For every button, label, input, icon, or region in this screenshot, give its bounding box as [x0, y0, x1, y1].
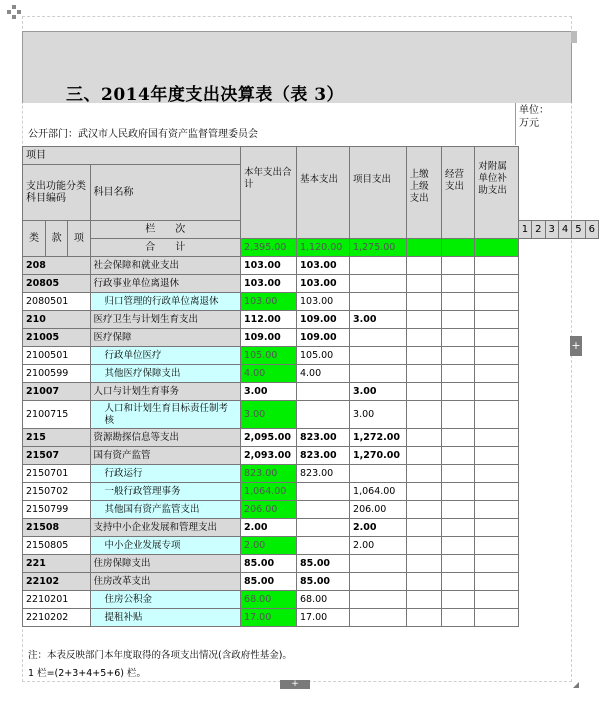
- table-row: [23, 293, 599, 311]
- table-row: [23, 275, 599, 293]
- row-name: 人口和计划生育目标责任制考核: [90, 401, 241, 429]
- row-subsidy: [475, 365, 518, 383]
- resize-handle-top[interactable]: [571, 31, 577, 43]
- row-project: 3.00: [350, 311, 407, 329]
- row-project: 2.00: [350, 537, 407, 555]
- row-project: [350, 609, 407, 627]
- row-name: 其他医疗保障支出: [90, 365, 241, 383]
- row-project: 1,270.00: [350, 447, 407, 465]
- row-remit: [406, 519, 441, 537]
- row-project: 3.00: [350, 401, 407, 429]
- row-project: [350, 293, 407, 311]
- row-business: [442, 519, 475, 537]
- row-remit: [406, 293, 441, 311]
- row-remit: [406, 591, 441, 609]
- row-basic: 823.00: [296, 429, 349, 447]
- row-code: 2100715: [23, 401, 91, 429]
- row-subsidy: [475, 275, 518, 293]
- table-row: [23, 465, 599, 483]
- row-code: 21508: [23, 519, 91, 537]
- table-row: [23, 257, 599, 275]
- header-item: 项目: [23, 147, 241, 165]
- sum-project: 1,275.00: [350, 239, 407, 257]
- row-total: 2,093.00: [241, 447, 297, 465]
- row-remit: [406, 383, 441, 401]
- row-name: 归口管理的行政单位离退休: [90, 293, 241, 311]
- row-total: 17.00: [241, 609, 297, 627]
- row-basic: [296, 537, 349, 555]
- row-project: 2.00: [350, 519, 407, 537]
- row-business: [442, 329, 475, 347]
- row-remit: [406, 609, 441, 627]
- table-row: [23, 401, 599, 429]
- header-subsidy: 对附属单位补助支出: [475, 147, 518, 239]
- row-subsidy: [475, 329, 518, 347]
- column-number: 2: [532, 221, 545, 239]
- row-name: 资源勘探信息等支出: [90, 429, 241, 447]
- row-subsidy: [475, 429, 518, 447]
- row-code: 2210202: [23, 609, 91, 627]
- row-name: 社会保障和就业支出: [90, 257, 241, 275]
- row-total: 206.00: [241, 501, 297, 519]
- row-basic: 85.00: [296, 555, 349, 573]
- row-code: 2150702: [23, 483, 91, 501]
- row-total: 103.00: [241, 257, 297, 275]
- row-business: [442, 483, 475, 501]
- header-code: 支出功能分类科目编码: [23, 165, 91, 221]
- row-basic: 103.00: [296, 257, 349, 275]
- row-project: [350, 275, 407, 293]
- header-total: 本年支出合计: [241, 147, 297, 239]
- table-row: [23, 311, 599, 329]
- row-name: 一般行政管理事务: [90, 483, 241, 501]
- row-code: 2100501: [23, 347, 91, 365]
- row-subsidy: [475, 501, 518, 519]
- header-basic: 基本支出: [296, 147, 349, 239]
- row-subsidy: [475, 537, 518, 555]
- row-business: [442, 537, 475, 555]
- row-code: 210: [23, 311, 91, 329]
- row-subsidy: [475, 311, 518, 329]
- row-remit: [406, 429, 441, 447]
- row-name: 中小企业发展专项: [90, 537, 241, 555]
- header-column-no: 栏 次: [90, 221, 241, 239]
- unit-label: 单位：万元: [519, 105, 549, 129]
- row-project: [350, 347, 407, 365]
- header-project: 项目支出: [350, 147, 407, 239]
- row-total: 85.00: [241, 573, 297, 591]
- row-subsidy: [475, 573, 518, 591]
- row-subsidy: [475, 465, 518, 483]
- header-xiang: 项: [68, 221, 90, 257]
- row-name: 行政事业单位离退休: [90, 275, 241, 293]
- row-remit: [406, 573, 441, 591]
- row-total: 105.00: [241, 347, 297, 365]
- row-business: [442, 365, 475, 383]
- row-business: [442, 609, 475, 627]
- row-subsidy: [475, 483, 518, 501]
- row-subsidy: [475, 555, 518, 573]
- row-code: 21005: [23, 329, 91, 347]
- note-line-2: 1 栏=(2+3+4+5+6) 栏。: [28, 668, 147, 679]
- note-line-1: 注：本表反映部门本年度取得的各项支出情况(含政府性基金)。: [28, 650, 292, 661]
- row-remit: [406, 465, 441, 483]
- move-handle-icon[interactable]: [7, 5, 21, 19]
- row-total: 3.00: [241, 401, 297, 429]
- row-business: [442, 465, 475, 483]
- row-total: 2.00: [241, 519, 297, 537]
- row-business: [442, 311, 475, 329]
- row-total: 109.00: [241, 329, 297, 347]
- row-name: 提租补贴: [90, 609, 241, 627]
- row-business: [442, 401, 475, 429]
- header-kuan: 款: [45, 221, 67, 257]
- table-row: [23, 329, 599, 347]
- table-row: [23, 555, 599, 573]
- row-remit: [406, 401, 441, 429]
- row-project: [350, 573, 407, 591]
- sum-business: [442, 239, 475, 257]
- column-number: 6: [585, 221, 598, 239]
- row-basic: [296, 401, 349, 429]
- row-name: 人口与计划生育事务: [90, 383, 241, 401]
- row-code: 22102: [23, 573, 91, 591]
- table-row: [23, 537, 599, 555]
- department-label: 公开部门：武汉市人民政府国有资产监督管理委员会: [28, 129, 258, 140]
- row-subsidy: [475, 257, 518, 275]
- sum-label: 合 计: [90, 239, 241, 257]
- row-code: 2150799: [23, 501, 91, 519]
- row-code: 221: [23, 555, 91, 573]
- row-project: 1,064.00: [350, 483, 407, 501]
- column-number: 5: [572, 221, 585, 239]
- row-subsidy: [475, 383, 518, 401]
- row-name: 其他国有资产监管支出: [90, 501, 241, 519]
- row-total: 1,064.00: [241, 483, 297, 501]
- row-name: 住房改革支出: [90, 573, 241, 591]
- table-row: [23, 573, 599, 591]
- row-code: 2210201: [23, 591, 91, 609]
- row-basic: [296, 519, 349, 537]
- row-basic: 823.00: [296, 447, 349, 465]
- row-business: [442, 347, 475, 365]
- sum-basic: 1,120.00: [296, 239, 349, 257]
- page-title: 三、2014年度支出决算表（表 3）: [66, 85, 345, 105]
- column-number: 3: [545, 221, 558, 239]
- row-total: 103.00: [241, 275, 297, 293]
- row-remit: [406, 501, 441, 519]
- row-project: 206.00: [350, 501, 407, 519]
- row-basic: 105.00: [296, 347, 349, 365]
- row-remit: [406, 447, 441, 465]
- row-project: [350, 329, 407, 347]
- row-remit: [406, 329, 441, 347]
- table-row: [23, 609, 599, 627]
- row-business: [442, 501, 475, 519]
- header-name: 科目名称: [90, 165, 241, 221]
- table-row: [23, 429, 599, 447]
- row-project: [350, 257, 407, 275]
- row-business: [442, 383, 475, 401]
- expenditure-table: [22, 146, 599, 627]
- row-subsidy: [475, 447, 518, 465]
- row-basic: [296, 383, 349, 401]
- row-remit: [406, 311, 441, 329]
- table-row: [23, 501, 599, 519]
- row-code: 2100599: [23, 365, 91, 383]
- row-total: 68.00: [241, 591, 297, 609]
- row-total: 103.00: [241, 293, 297, 311]
- row-basic: 4.00: [296, 365, 349, 383]
- row-project: 3.00: [350, 383, 407, 401]
- sum-remit: [406, 239, 441, 257]
- table-row: [23, 347, 599, 365]
- table-row: [23, 447, 599, 465]
- row-project: [350, 555, 407, 573]
- row-total: 85.00: [241, 555, 297, 573]
- row-remit: [406, 257, 441, 275]
- header-remit: 上缴上级支出: [406, 147, 441, 239]
- header-business: 经营支出: [442, 147, 475, 239]
- row-subsidy: [475, 609, 518, 627]
- row-total: 823.00: [241, 465, 297, 483]
- sum-total: 2,395.00: [241, 239, 297, 257]
- row-code: 2150701: [23, 465, 91, 483]
- row-code: 215: [23, 429, 91, 447]
- row-code: 20805: [23, 275, 91, 293]
- row-total: 3.00: [241, 383, 297, 401]
- row-business: [442, 257, 475, 275]
- row-name: 住房保障支出: [90, 555, 241, 573]
- row-name: 医疗卫生与计划生育支出: [90, 311, 241, 329]
- row-business: [442, 555, 475, 573]
- row-name: 行政单位医疗: [90, 347, 241, 365]
- column-number: 4: [558, 221, 571, 239]
- row-project: 1,272.00: [350, 429, 407, 447]
- row-basic: 85.00: [296, 573, 349, 591]
- row-subsidy: [475, 401, 518, 429]
- row-remit: [406, 555, 441, 573]
- row-name: 医疗保障: [90, 329, 241, 347]
- row-business: [442, 293, 475, 311]
- row-business: [442, 429, 475, 447]
- row-subsidy: [475, 591, 518, 609]
- row-subsidy: [475, 347, 518, 365]
- row-basic: 823.00: [296, 465, 349, 483]
- row-total: 112.00: [241, 311, 297, 329]
- row-total: 4.00: [241, 365, 297, 383]
- table-row: [23, 383, 599, 401]
- row-business: [442, 275, 475, 293]
- table-row: [23, 591, 599, 609]
- row-basic: 109.00: [296, 329, 349, 347]
- row-subsidy: [475, 293, 518, 311]
- row-project: [350, 591, 407, 609]
- row-business: [442, 591, 475, 609]
- row-remit: [406, 483, 441, 501]
- table-row: [23, 519, 599, 537]
- row-basic: 68.00: [296, 591, 349, 609]
- row-total: 2.00: [241, 537, 297, 555]
- row-basic: [296, 501, 349, 519]
- row-name: 国有资产监管: [90, 447, 241, 465]
- row-name: 行政运行: [90, 465, 241, 483]
- row-subsidy: [475, 519, 518, 537]
- row-remit: [406, 275, 441, 293]
- row-project: [350, 465, 407, 483]
- row-name: 住房公积金: [90, 591, 241, 609]
- row-code: 21007: [23, 383, 91, 401]
- header-lei: 类: [23, 221, 46, 257]
- row-business: [442, 447, 475, 465]
- row-remit: [406, 365, 441, 383]
- table-row: [23, 483, 599, 501]
- table-row: [23, 365, 599, 383]
- row-basic: [296, 483, 349, 501]
- row-basic: 103.00: [296, 293, 349, 311]
- row-code: 21507: [23, 447, 91, 465]
- row-code: 2080501: [23, 293, 91, 311]
- row-remit: [406, 537, 441, 555]
- row-total: 2,095.00: [241, 429, 297, 447]
- row-code: 208: [23, 257, 91, 275]
- sum-subsidy: [475, 239, 518, 257]
- expand-bottom-button[interactable]: +: [280, 680, 310, 689]
- column-number: 1: [518, 221, 531, 239]
- row-business: [442, 573, 475, 591]
- row-basic: 109.00: [296, 311, 349, 329]
- row-basic: 103.00: [296, 275, 349, 293]
- resize-corner-icon[interactable]: [573, 682, 579, 688]
- row-name: 支持中小企业发展和管理支出: [90, 519, 241, 537]
- row-basic: 17.00: [296, 609, 349, 627]
- row-remit: [406, 347, 441, 365]
- row-project: [350, 365, 407, 383]
- expand-right-button[interactable]: +: [570, 336, 582, 356]
- row-code: 2150805: [23, 537, 91, 555]
